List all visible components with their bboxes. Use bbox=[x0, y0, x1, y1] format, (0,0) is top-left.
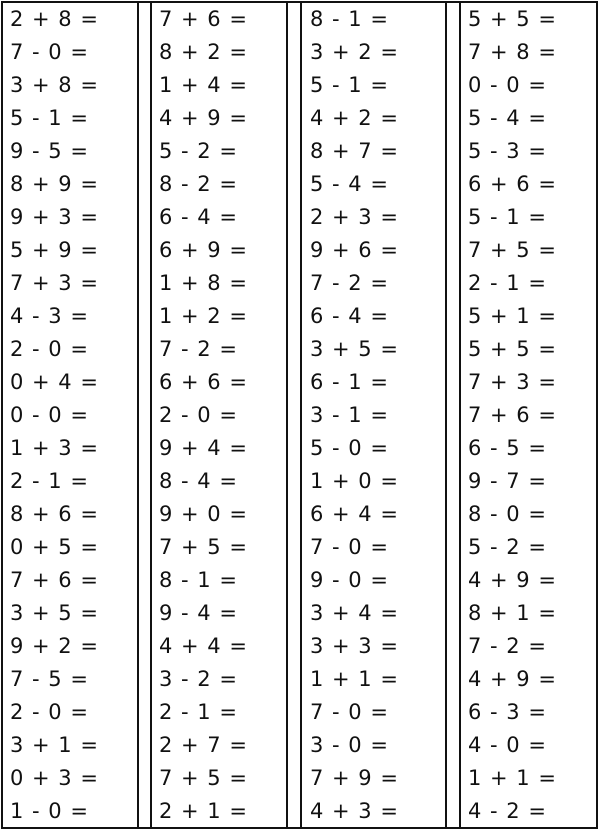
math-problem: 4 + 9 = bbox=[159, 106, 248, 130]
math-problem: 6 + 6 = bbox=[468, 172, 557, 196]
math-problem: 8 - 1 = bbox=[159, 568, 238, 592]
math-problem: 2 - 0 = bbox=[10, 700, 89, 724]
problem-column-2 bbox=[152, 3, 286, 828]
math-problem: 8 + 9 = bbox=[10, 172, 99, 196]
problem-column-4 bbox=[461, 3, 597, 828]
math-problem: 4 + 9 = bbox=[468, 667, 557, 691]
math-problem: 7 + 5 = bbox=[159, 535, 248, 559]
math-problem: 3 + 1 = bbox=[10, 733, 99, 757]
math-problem: 9 + 4 = bbox=[159, 436, 248, 460]
column-divider bbox=[300, 1, 302, 829]
problem-column-1 bbox=[3, 3, 137, 828]
math-problem: 9 + 3 = bbox=[10, 205, 99, 229]
math-problem: 1 + 3 = bbox=[10, 436, 99, 460]
math-problem: 9 + 0 = bbox=[159, 502, 248, 526]
math-problem: 7 - 2 = bbox=[468, 634, 547, 658]
math-problem: 2 - 0 = bbox=[159, 403, 238, 427]
math-problem: 5 - 1 = bbox=[310, 73, 389, 97]
math-problem: 9 - 0 = bbox=[310, 568, 389, 592]
math-problem: 7 - 5 = bbox=[10, 667, 89, 691]
math-problem: 6 - 4 = bbox=[310, 304, 389, 328]
math-problem: 7 - 2 = bbox=[159, 337, 238, 361]
math-problem: 8 - 1 = bbox=[310, 7, 389, 31]
math-problem: 2 + 3 = bbox=[310, 205, 399, 229]
math-problem: 7 - 0 = bbox=[310, 700, 389, 724]
math-problem: 6 - 4 = bbox=[159, 205, 238, 229]
math-problem: 3 + 5 = bbox=[10, 601, 99, 625]
math-problem: 3 + 4 = bbox=[310, 601, 399, 625]
problem-column-3 bbox=[303, 3, 443, 828]
math-problem: 4 + 9 = bbox=[468, 568, 557, 592]
math-problem: 6 + 6 = bbox=[159, 370, 248, 394]
math-problem: 6 - 5 = bbox=[468, 436, 547, 460]
math-problem: 2 - 0 = bbox=[10, 337, 89, 361]
math-problem: 4 - 3 = bbox=[10, 304, 89, 328]
math-problem: 7 + 5 = bbox=[159, 766, 248, 790]
math-problem: 7 + 6 = bbox=[10, 568, 99, 592]
math-problem: 0 + 3 = bbox=[10, 766, 99, 790]
math-problem: 2 + 1 = bbox=[159, 799, 248, 823]
math-problem: 5 - 4 = bbox=[310, 172, 389, 196]
math-problem: 4 + 2 = bbox=[310, 106, 399, 130]
math-problem: 1 + 2 = bbox=[159, 304, 248, 328]
math-problem: 3 + 8 = bbox=[10, 73, 99, 97]
math-problem: 9 - 5 = bbox=[10, 139, 89, 163]
column-divider bbox=[286, 1, 288, 829]
math-problem: 9 - 4 = bbox=[159, 601, 238, 625]
math-problem: 2 - 1 = bbox=[159, 700, 238, 724]
math-problem: 5 + 1 = bbox=[468, 304, 557, 328]
math-problem: 8 - 0 = bbox=[468, 502, 547, 526]
column-divider bbox=[137, 1, 139, 829]
math-problem: 1 + 4 = bbox=[159, 73, 248, 97]
math-problem: 8 + 7 = bbox=[310, 139, 399, 163]
math-problem: 5 + 5 = bbox=[468, 7, 557, 31]
math-problem: 1 - 0 = bbox=[10, 799, 89, 823]
math-problem: 7 - 2 = bbox=[310, 271, 389, 295]
math-problem: 5 - 4 = bbox=[468, 106, 547, 130]
math-problem: 0 - 0 = bbox=[10, 403, 89, 427]
math-problem: 9 + 6 = bbox=[310, 238, 399, 262]
math-problem: 2 - 1 = bbox=[10, 469, 89, 493]
math-problem: 5 - 2 = bbox=[468, 535, 547, 559]
math-problem: 2 + 8 = bbox=[10, 7, 99, 31]
math-problem: 9 - 7 = bbox=[468, 469, 547, 493]
math-problem: 7 + 5 = bbox=[468, 238, 557, 262]
math-problem: 7 + 8 = bbox=[468, 40, 557, 64]
math-problem: 8 + 6 = bbox=[10, 502, 99, 526]
math-problem: 2 - 1 = bbox=[468, 271, 547, 295]
math-problem: 5 - 1 = bbox=[468, 205, 547, 229]
column-divider bbox=[445, 1, 447, 829]
math-problem: 5 - 2 = bbox=[159, 139, 238, 163]
math-problem: 1 + 1 = bbox=[310, 667, 399, 691]
math-problem: 0 + 4 = bbox=[10, 370, 99, 394]
math-problem: 6 + 4 = bbox=[310, 502, 399, 526]
math-problem: 3 + 5 = bbox=[310, 337, 399, 361]
math-problem: 3 - 1 = bbox=[310, 403, 389, 427]
math-problem: 7 - 0 = bbox=[10, 40, 89, 64]
math-problem: 3 - 2 = bbox=[159, 667, 238, 691]
math-problem: 0 - 0 = bbox=[468, 73, 547, 97]
math-problem: 7 + 9 = bbox=[310, 766, 399, 790]
math-problem: 3 - 0 = bbox=[310, 733, 389, 757]
math-problem: 4 + 4 = bbox=[159, 634, 248, 658]
math-problem: 7 + 3 = bbox=[10, 271, 99, 295]
math-problem: 7 - 0 = bbox=[310, 535, 389, 559]
math-problem: 5 + 9 = bbox=[10, 238, 99, 262]
math-problem: 7 + 6 = bbox=[468, 403, 557, 427]
math-problem: 5 - 3 = bbox=[468, 139, 547, 163]
math-problem: 7 + 6 = bbox=[159, 7, 248, 31]
math-problem: 3 + 2 = bbox=[310, 40, 399, 64]
math-problem: 8 + 1 = bbox=[468, 601, 557, 625]
math-problem: 2 + 7 = bbox=[159, 733, 248, 757]
math-problem: 5 + 5 = bbox=[468, 337, 557, 361]
math-problem: 8 - 2 = bbox=[159, 172, 238, 196]
math-problem: 3 + 3 = bbox=[310, 634, 399, 658]
math-problem: 6 - 1 = bbox=[310, 370, 389, 394]
math-problem: 0 + 5 = bbox=[10, 535, 99, 559]
math-problem: 6 + 9 = bbox=[159, 238, 248, 262]
math-problem: 1 + 1 = bbox=[468, 766, 557, 790]
math-problem: 6 - 3 = bbox=[468, 700, 547, 724]
math-problem: 5 - 1 = bbox=[10, 106, 89, 130]
math-problem: 4 - 0 = bbox=[468, 733, 547, 757]
math-problem: 4 - 2 = bbox=[468, 799, 547, 823]
math-problem: 8 + 2 = bbox=[159, 40, 248, 64]
math-problem: 1 + 0 = bbox=[310, 469, 399, 493]
math-problem: 8 - 4 = bbox=[159, 469, 238, 493]
math-problem: 9 + 2 = bbox=[10, 634, 99, 658]
math-problem: 7 + 3 = bbox=[468, 370, 557, 394]
math-problem: 5 - 0 = bbox=[310, 436, 389, 460]
math-problem: 4 + 3 = bbox=[310, 799, 399, 823]
math-problem: 1 + 8 = bbox=[159, 271, 248, 295]
